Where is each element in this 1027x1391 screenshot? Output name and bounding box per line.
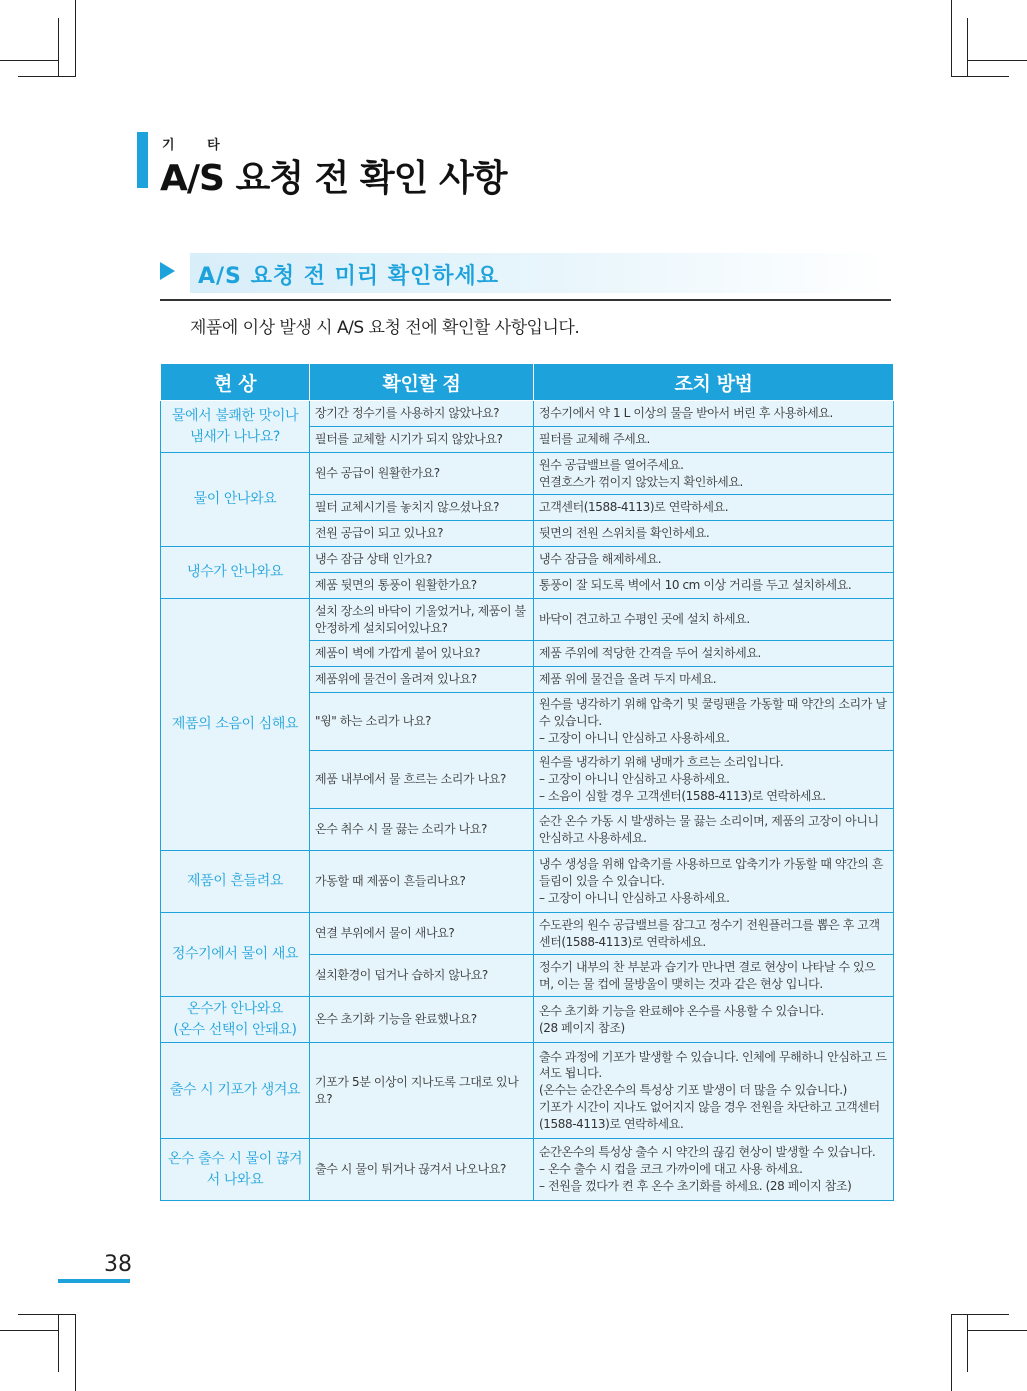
triangle-right-icon [160, 262, 175, 280]
crop-mark [967, 60, 1027, 61]
table-row [161, 997, 894, 1043]
action-cell: 원수를 냉각하기 위해 압축기 및 쿨링팬을 가동할 때 약간의 소리가 날 수 있습니다. – 고장이 아니니 안심하고 사용하세요. [534, 693, 894, 751]
check-cell: 제품 내부에서 물 흐르는 소리가 나요? [310, 751, 534, 809]
action-cell: 고객센터(1588-4113)로 연락하세요. [534, 495, 894, 521]
crop-mark [58, 18, 59, 76]
action-cell: 바닥이 견고하고 수평인 곳에 설치 하세요. [534, 599, 894, 641]
action-cell: 원수를 냉각하기 위해 냉매가 흐르는 소리입니다. – 고장이 아니니 안심하고 사용하세요. – 소음이 심할 경우 고객센터(1588-4113)로 연락하세요. [534, 751, 894, 809]
action-cell: 온수 초기화 기능을 완료해야 온수를 사용할 수 있습니다. (28 페이지 참조) [534, 997, 894, 1043]
symptom-cell: 제품이 흔들려요 [161, 851, 310, 913]
symptom-cell: 정수기에서 물이 새요 [161, 913, 310, 997]
check-cell: 원수 공급이 원활한가요? [310, 453, 534, 495]
crop-mark [951, 0, 952, 76]
check-cell: 제품 뒷면의 통풍이 원활한가요? [310, 573, 534, 599]
divider [160, 299, 891, 301]
action-cell: 정수기에서 약 1 L 이상의 물을 받아서 버린 후 사용하세요. [534, 401, 894, 427]
action-cell: 냉수 생성을 위해 압축기를 사용하므로 압축기가 가동할 때 약간의 흔들림이 있을 수 있습니다. – 고장이 아니니 안심하고 사용하세요. [534, 851, 894, 913]
table-row [161, 1139, 894, 1201]
check-cell: 가동할 때 제품이 흔들리나요? [310, 851, 534, 913]
action-cell: 냉수 잠금을 해제하세요. [534, 547, 894, 573]
check-cell: 필터를 교체할 시기가 되지 않았나요? [310, 427, 534, 453]
check-cell: 온수 초기화 기능을 완료했나요? [310, 997, 534, 1043]
check-cell: 연결 부위에서 물이 새나요? [310, 913, 534, 955]
symptom-cell: 냉수가 안나와요 [161, 547, 310, 599]
page-number: 38 [104, 1252, 132, 1277]
crop-mark [967, 1314, 968, 1372]
check-cell: 기포가 5분 이상이 지나도록 그대로 있나요? [310, 1043, 534, 1139]
action-cell: 수도관의 원수 공급밸브를 잠그고 정수기 전원플러그를 뽑은 후 고객센터(1588-4113)로 연락하세요. [534, 913, 894, 955]
check-cell: 온수 취수 시 물 끓는 소리가 나요? [310, 809, 534, 851]
table-row [161, 599, 894, 641]
check-cell: 설치 장소의 바닥이 기울었거나, 제품이 불안정하게 설치되어있나요? [310, 599, 534, 641]
check-cell: 냉수 잠금 상태 인가요? [310, 547, 534, 573]
check-cell: 전원 공급이 되고 있나요? [310, 521, 534, 547]
header-symptom: 현 상 [161, 364, 310, 401]
crop-mark [951, 1314, 1009, 1315]
table-row [161, 851, 894, 913]
action-cell: 순간 온수 가동 시 발생하는 물 끓는 소리이며, 제품의 고장이 아니니 안심하고 사용하세요. [534, 809, 894, 851]
troubleshooting-table [160, 363, 894, 1201]
crop-mark [967, 1330, 1027, 1331]
check-cell: 출수 시 물이 튀거나 끊겨서 나오나요? [310, 1139, 534, 1201]
check-cell: 설치환경이 덥거나 습하지 않나요? [310, 955, 534, 997]
check-cell: 제품이 벽에 가깝게 붙어 있나요? [310, 641, 534, 667]
crop-mark [951, 76, 1009, 77]
table-row [161, 913, 894, 955]
symptom-cell: 물에서 불쾌한 맛이나 냄새가 나나요? [161, 401, 310, 453]
check-cell: "윙" 하는 소리가 나요? [310, 693, 534, 751]
subtitle: A/S 요청 전 미리 확인하세요 [198, 264, 500, 289]
symptom-cell: 제품의 소음이 심해요 [161, 599, 310, 851]
page-title: A/S 요청 전 확인 사항 [160, 158, 507, 199]
action-cell: 출수 과정에 기포가 발생할 수 있습니다. 인체에 무해하니 안심하고 드셔도 됩니다. (온수는 순간온수의 특성상 기포 발생이 더 많을 수 있습니다.) 기포가 시간이 지나도 없어지지 않을 경우 전원을 차단하고 고객센터(1588-4113)로 연락하세요. [534, 1043, 894, 1139]
symptom-cell: 물이 안나와요 [161, 453, 310, 547]
section-label: 기 타 [162, 138, 234, 153]
table-row [161, 453, 894, 495]
crop-mark [75, 1314, 76, 1391]
page-number-underline [58, 1279, 130, 1283]
action-cell: 정수기 내부의 찬 부분과 습기가 만나면 결로 현상이 나타날 수 있으며, 이는 물 컵에 물방울이 맺히는 것과 같은 현상 입니다. [534, 955, 894, 997]
crop-mark [58, 1314, 59, 1372]
check-cell: 장기간 정수기를 사용하지 않았나요? [310, 401, 534, 427]
action-cell: 원수 공급밸브를 열어주세요. 연결호스가 꺾이지 않았는지 확인하세요. [534, 453, 894, 495]
table-row [161, 1043, 894, 1139]
action-cell: 통풍이 잘 되도록 벽에서 10 cm 이상 거리를 두고 설치하세요. [534, 573, 894, 599]
check-cell: 필터 교체시기를 놓치지 않으셨나요? [310, 495, 534, 521]
table-header-row [161, 364, 894, 401]
intro-text: 제품에 이상 발생 시 A/S 요청 전에 확인할 사항입니다. [190, 318, 580, 338]
symptom-cell: 온수 출수 시 물이 끊겨서 나와요 [161, 1139, 310, 1201]
crop-mark [18, 1314, 76, 1315]
header-action: 조치 방법 [534, 364, 894, 401]
crop-mark [967, 18, 968, 76]
symptom-cell: 온수가 안나와요 (온수 선택이 안돼요) [161, 997, 310, 1043]
crop-mark [0, 60, 58, 61]
title-accent-bar [137, 132, 148, 188]
action-cell: 제품 위에 물건을 올려 두지 마세요. [534, 667, 894, 693]
crop-mark [951, 1314, 952, 1391]
action-cell: 순간온수의 특성상 출수 시 약간의 끊김 현상이 발생할 수 있습니다. – 온수 출수 시 컵을 코크 가까이에 대고 사용 하세요. – 전원을 껐다가 켠 후 온수 초기화를 하세요. (28 페이지 참조) [534, 1139, 894, 1201]
action-cell: 필터를 교체해 주세요. [534, 427, 894, 453]
crop-mark [75, 0, 76, 76]
table-row [161, 547, 894, 573]
header-check: 확인할 점 [310, 364, 534, 401]
check-cell: 제품위에 물건이 올려져 있나요? [310, 667, 534, 693]
symptom-cell: 출수 시 기포가 생겨요 [161, 1043, 310, 1139]
crop-mark [18, 76, 76, 77]
table-row [161, 401, 894, 427]
action-cell: 뒷면의 전원 스위치를 확인하세요. [534, 521, 894, 547]
action-cell: 제품 주위에 적당한 간격을 두어 설치하세요. [534, 641, 894, 667]
crop-mark [0, 1330, 58, 1331]
